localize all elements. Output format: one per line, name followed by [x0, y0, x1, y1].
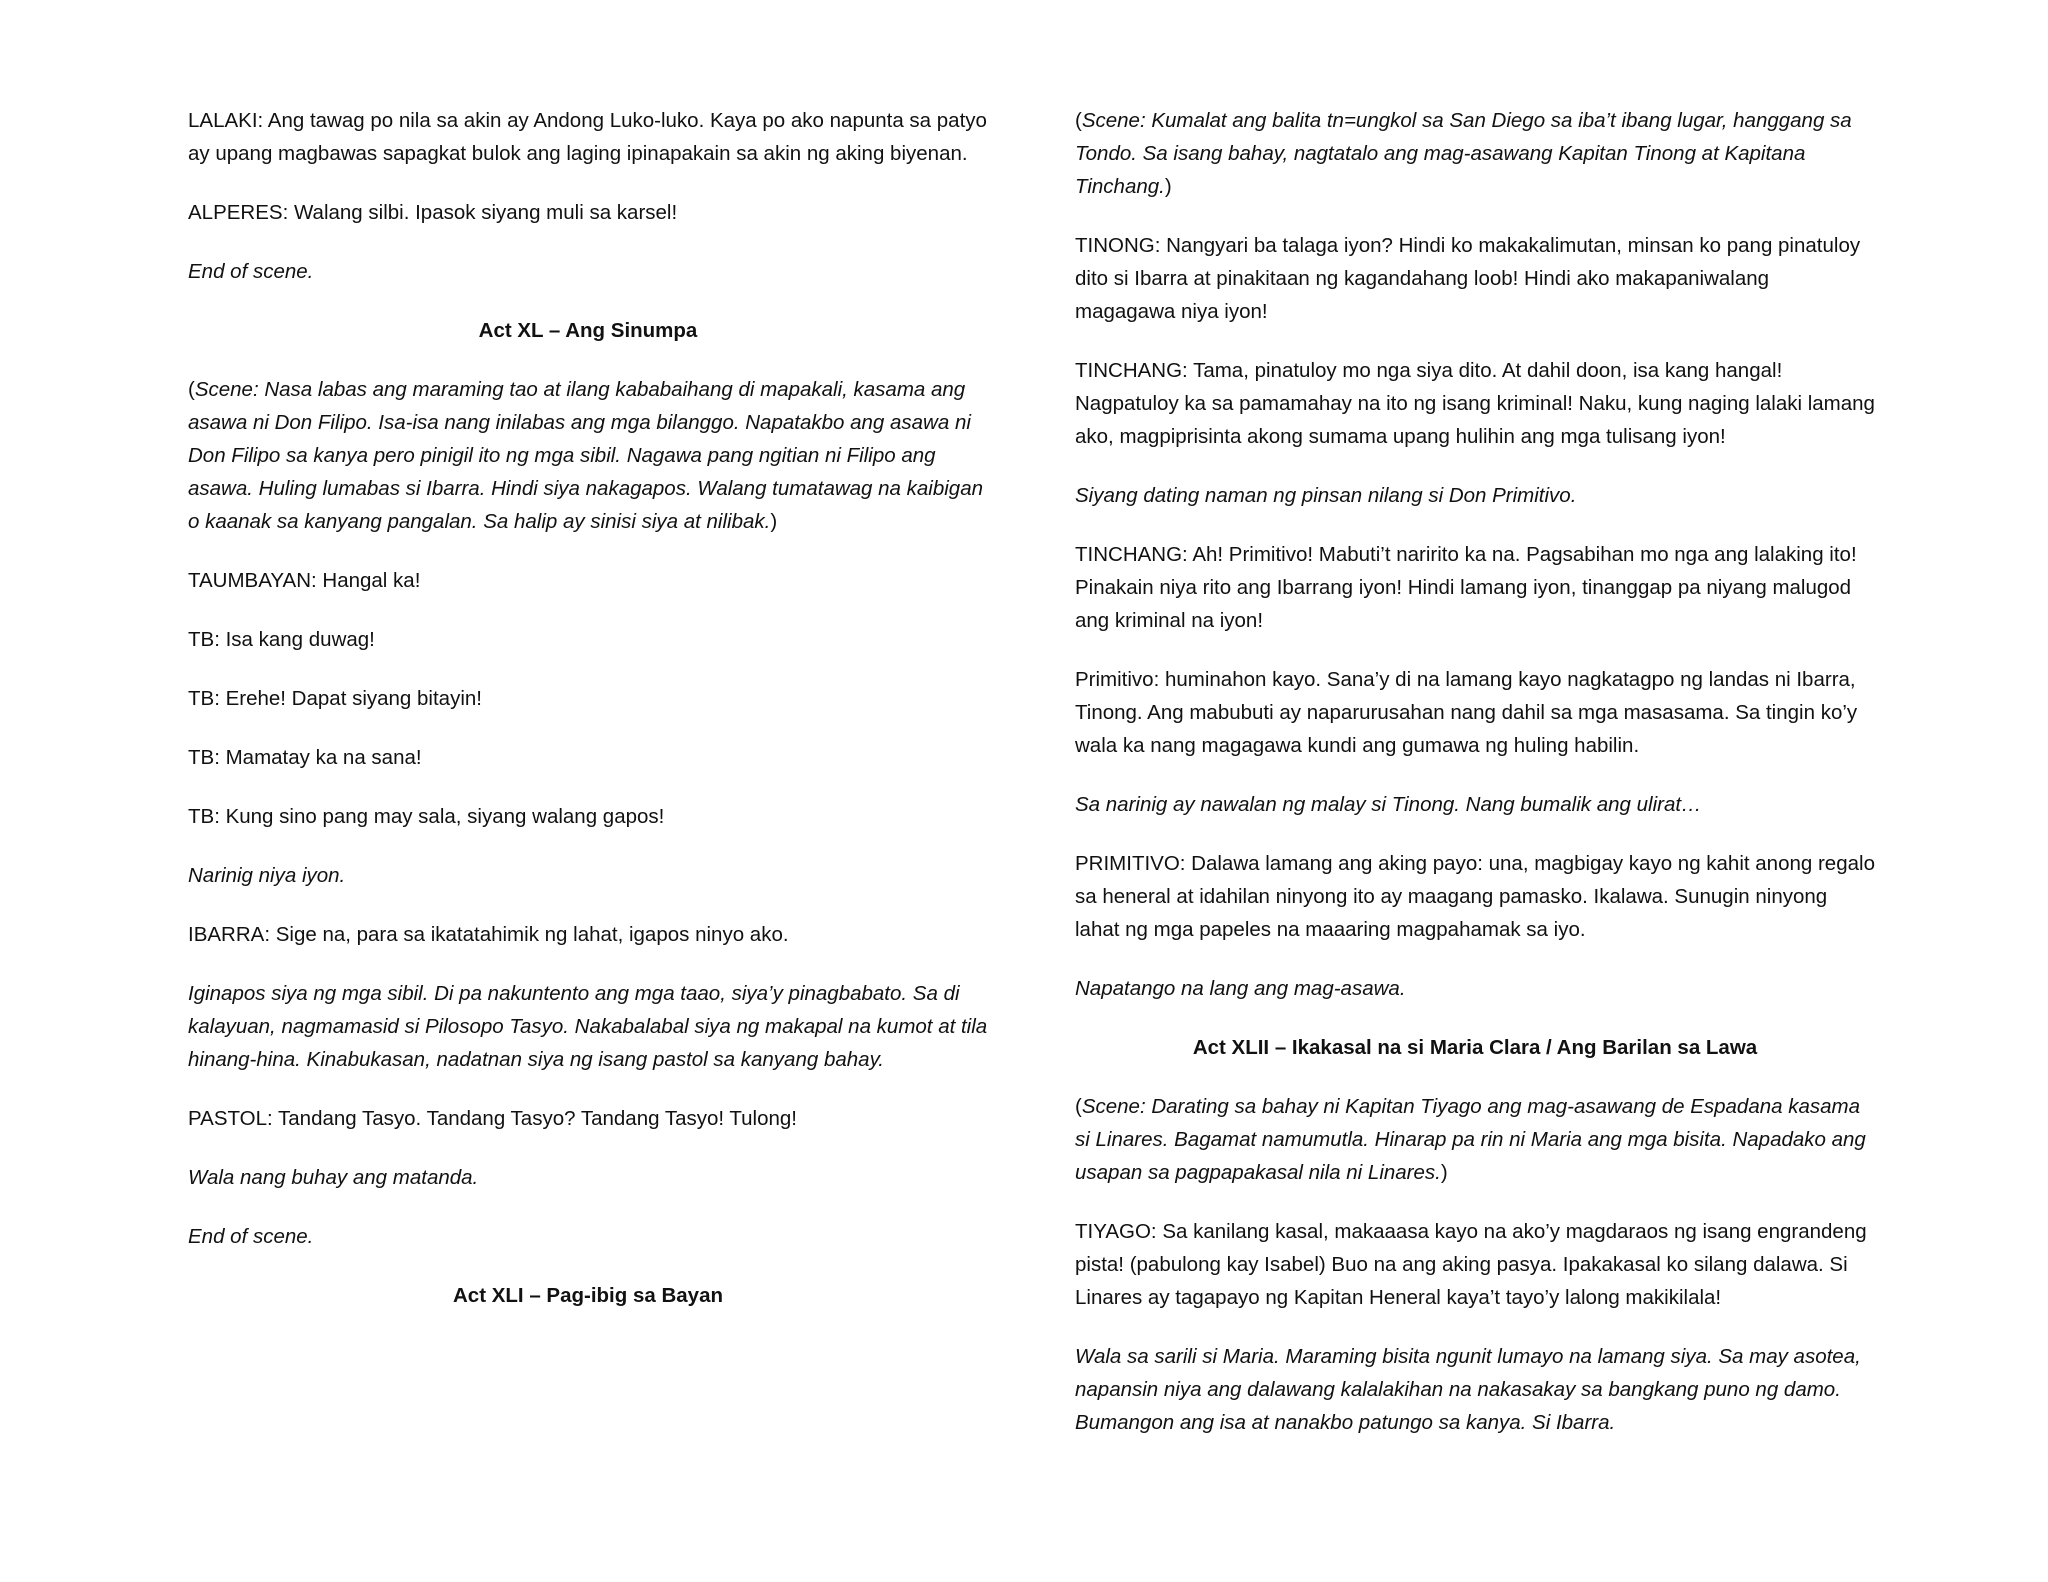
- dialogue-tinchang: TINCHANG: Ah! Primitivo! Mabuti’t naririto ka na. Pagsabihan mo nga ang lalaking ito! Pinakain niya rito ang Ibarrang iyon! Hindi lamang iyon, tinanggap pa niyang malugod ang kriminal na iyon!: [1075, 543, 1857, 632]
- narration: Narinig niya iyon.: [188, 864, 346, 887]
- paren-open: (: [1075, 1095, 1082, 1118]
- paren-close: ): [770, 510, 778, 533]
- dialogue-primitivo: Primitivo: huminahon kayo. Sana’y di na lamang kayo nagkatagpo ng landas ni Ibarra, Tinong. Ang mabubuti ay naparurusahan nang dahil sa mga masasama. Sa tingin ko’y wala ka nang magagawa kundi ang gumawa ng huling habilin.: [1075, 668, 1858, 757]
- narration: Siyang dating naman ng pinsan nilang si Don Primitivo.: [1075, 484, 1577, 507]
- dialogue-lalaki: LALAKI: Ang tawag po nila sa akin ay Andong Luko-luko. Kaya po ako napunta sa patyo ay upang magbawas sapagkat bulok ang laging ipinapakain sa akin ng aking biyenan.: [188, 109, 987, 165]
- dialogue-tb: TB: Kung sino pang may sala, siyang walang gapos!: [188, 805, 665, 828]
- dialogue-tb: TB: Isa kang duwag!: [188, 628, 375, 651]
- scene-direction-text: Scene: Darating sa bahay ni Kapitan Tiyago ang mag-asawang de Espadana kasama si Linares. Bagamat namumutla. Hinarap pa rin ni Maria ang mga bisita. Napadako ang usapan sa pagpapakasal nila ni Linares.: [1075, 1095, 1866, 1184]
- paren-open: (: [1075, 109, 1082, 132]
- left-column: [188, 104, 988, 1338]
- act-heading: Act XL – Ang Sinumpa: [478, 319, 698, 342]
- paren-close: ): [1440, 1161, 1448, 1184]
- narration: Napatango na lang ang mag-asawa.: [1075, 977, 1406, 1000]
- scene-direction: [188, 373, 988, 538]
- dialogue-primitivo: PRIMITIVO: Dalawa lamang ang aking payo: una, magbigay kayo ng kahit anong regalo sa heneral at idahilan ninyong ito ay maagang pamasko. Ikalawa. Sunugin ninyong lahat ng mga papeles na maaaring magpahamak sa iyo.: [1075, 852, 1875, 941]
- act-heading: Act XLII – Ikakasal na si Maria Clara / Ang Barilan sa Lawa: [1192, 1036, 1758, 1059]
- scene-direction-text: Scene: Kumalat ang balita tn=ungkol sa San Diego sa iba’t ibang lugar, hanggang sa Tondo. Sa isang bahay, nagtatalo ang mag-asawang Kapitan Tinong at Kapitana Tinchang.: [1075, 109, 1852, 198]
- scene-direction-text: Scene: Nasa labas ang maraming tao at ilang kababaihang di mapakali, kasama ang asawa ni Don Filipo. Isa-isa nang inilabas ang mga bilanggo. Napatakbo ang asawa ni Don Filipo sa kanya pero pinigil ito ng mga sibil. Nagawa pang ngitian ni Filipo ang asawa. Huling lumabas si Ibarra. Hindi siya nakagapos. Walang tumatawag na kaibigan o kaanak sa kanyang pangalan. Sa halip ay sinisi siya at nilibak.: [188, 378, 984, 533]
- dialogue-tb: TB: Mamatay ka na sana!: [188, 746, 422, 769]
- dialogue-tiyago: TIYAGO: Sa kanilang kasal, makaaasa kayo na ako’y magdaraos ng isang engrandeng pista! (pabulong kay Isabel) Buo na ang aking pasya. Ipakakasal ko silang dalawa. Si Linares ay tagapayo ng Kapitan Heneral kaya’t tayo’y lalong makikilala!: [1075, 1220, 1867, 1309]
- scene-end: End of scene.: [188, 1225, 314, 1248]
- dialogue-alperes: ALPERES: Walang silbi. Ipasok siyang muli sa karsel!: [188, 201, 678, 224]
- scene-direction: [1075, 104, 1875, 203]
- right-column: [1075, 104, 1875, 1465]
- dialogue-tinong: TINONG: Nangyari ba talaga iyon? Hindi ko makakalimutan, minsan ko pang pinatuloy dito si Ibarra at pinakitaan ng kagandahang loob! Hindi ako makapaniwalang magagawa niya iyon!: [1075, 234, 1861, 323]
- scene-direction: [1075, 1090, 1875, 1189]
- dialogue-tb: TB: Erehe! Dapat siyang bitayin!: [188, 687, 482, 710]
- scene-end: End of scene.: [188, 260, 314, 283]
- paren-close: ): [1164, 175, 1172, 198]
- act-heading: Act XLI – Pag-ibig sa Bayan: [453, 1284, 723, 1307]
- narration: Wala sa sarili si Maria. Maraming bisita ngunit lumayo na lamang siya. Sa may asotea, napansin niya ang dalawang kalalakihan na nakasakay sa bangkang puno ng damo. Bumangon ang isa at nanakbo patungo sa kanya. Si Ibarra.: [1075, 1345, 1861, 1434]
- narration: Wala nang buhay ang matanda.: [188, 1166, 479, 1189]
- paren-open: (: [188, 378, 195, 401]
- dialogue-ibarra: IBARRA: Sige na, para sa ikatatahimik ng lahat, igapos ninyo ako.: [188, 923, 789, 946]
- dialogue-pastol: PASTOL: Tandang Tasyo. Tandang Tasyo? Tandang Tasyo! Tulong!: [188, 1107, 798, 1130]
- narration: Sa narinig ay nawalan ng malay si Tinong. Nang bumalik ang ulirat…: [1075, 793, 1702, 816]
- dialogue-tinchang: TINCHANG: Tama, pinatuloy mo nga siya dito. At dahil doon, isa kang hangal! Nagpatuloy ka sa pamamahay na ito ng isang kriminal! Naku, kung naging lalaki lamang ako, magpiprisinta akong sumama upang hulihin ang mga tulisang iyon!: [1075, 359, 1875, 448]
- narration: Iginapos siya ng mga sibil. Di pa nakuntento ang mga taao, siya’y pinagbabato. Sa di kalayuan, nagmamasid si Pilosopo Tasyo. Nakabalabal siya ng makapal na kumot at tila hinang-hina. Kinabukasan, nadatnan siya ng isang pastol sa kanyang bahay.: [188, 982, 988, 1071]
- dialogue-taumbayan: TAUMBAYAN: Hangal ka!: [188, 569, 421, 592]
